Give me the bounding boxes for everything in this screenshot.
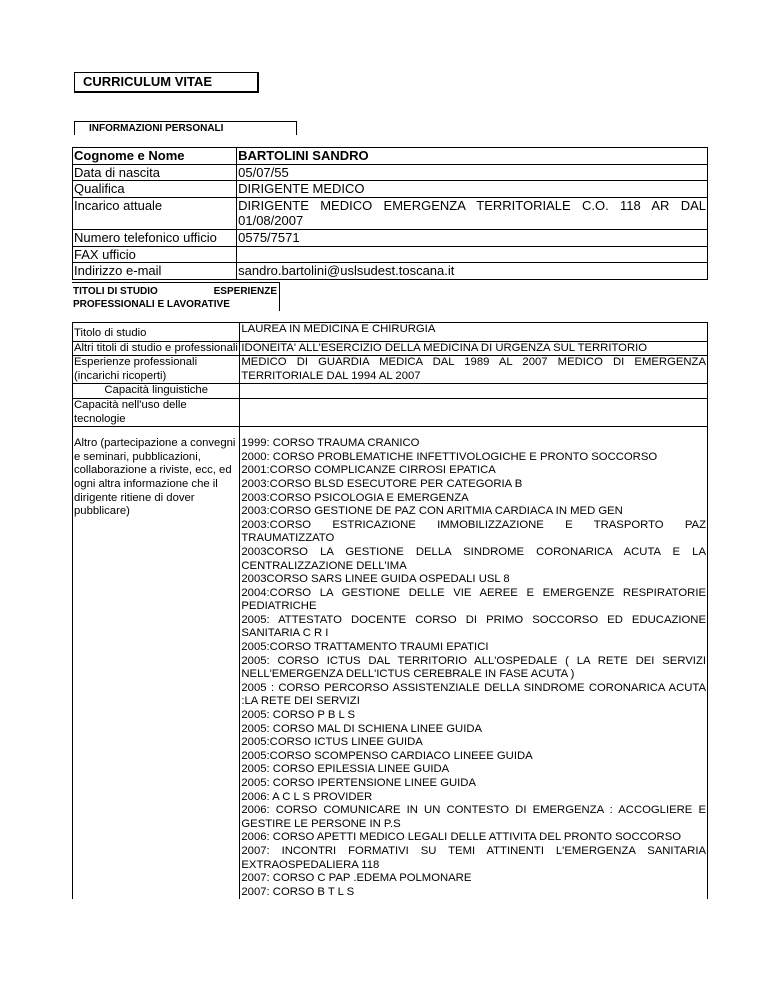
- personal-info-table: [72, 147, 708, 280]
- personal-info-heading: INFORMAZIONI PERSONALI: [74, 121, 297, 135]
- education-label: Esperienze professionali (incarichi ricoperti): [73, 356, 240, 384]
- personal-value: DIRIGENTE MEDICO EMERGENZA TERRITORIALE C.O. 118 AR DAL 01/08/2007: [238, 197, 706, 229]
- education-row: [73, 398, 708, 426]
- personal-row: [73, 164, 708, 181]
- education-value: MEDICO DI GUARDIA MEDICA DAL 1989 AL 2007 MEDICO DI EMERGENZA TERRITORIALE DAL 1994 AL 2007: [240, 356, 708, 384]
- course-item: 2005:CORSO ICTUS LINEE GUIDA: [241, 736, 423, 749]
- course-item: 2005: CORSO EPILESSIA LINEE GUIDA: [241, 763, 450, 776]
- education-heading-line2: PROFESSIONALI E LAVORATIVE: [73, 299, 230, 310]
- course-item: 2007: INCONTRI FORMATIVI SU TEMI ATTINENTI L'EMERGENZA SANITARIA EXTRAOSPEDALIERA 118: [241, 844, 706, 871]
- personal-value: sandro.bartolini@uslsudest.toscana.it: [237, 263, 708, 280]
- course-item: 2003CORSO SARS LINEE GUIDA OSPEDALI USL 8: [241, 573, 510, 586]
- education-heading-part2: ESPERIENZE: [213, 286, 277, 297]
- course-item: 2003:CORSO PSICOLOGIA E EMERGENZA: [241, 491, 469, 504]
- education-label: Capacità nell'uso delle tecnologie: [73, 398, 240, 426]
- course-item: 2003:CORSO GESTIONE DE PAZ CON ARITMIA CARDIACA IN MED GEN: [241, 505, 623, 518]
- education-heading-part1: TITOLI DI STUDIO: [73, 286, 158, 297]
- personal-label: Indirizzo e-mail: [73, 263, 237, 280]
- personal-label: Qualifica: [73, 181, 237, 198]
- personal-row: [73, 181, 708, 198]
- education-value: [240, 384, 708, 399]
- cv-title: CURRICULUM VITAE: [74, 72, 259, 93]
- course-item: 2003:CORSO ESTRICAZIONE IMMOBILIZZAZIONE E TRASPORTO PAZ TRAUMATIZZATO: [241, 518, 706, 545]
- course-item: 2004:CORSO LA GESTIONE DELLE VIE AEREE E EMERGENZE RESPIRATORIE PEDIATRICHE: [241, 586, 706, 613]
- course-item: 2005: CORSO IPERTENSIONE LINEE GUIDA: [241, 777, 476, 789]
- course-item: 2005: CORSO MAL DI SCHIENA LINEE GUIDA: [241, 722, 483, 735]
- course-item: 2006: CORSO APETTI MEDICO LEGALI DELLE ATTIVITA DEL PRONTO SOCCORSO: [241, 831, 682, 844]
- course-item: 2005 : CORSO PERCORSO ASSISTENZIALE DELLA SINDROME CORONARICA ACUTA :LA RETE DEI SERVIZI: [241, 681, 706, 708]
- course-item: 2006: CORSO COMUNICARE IN UN CONTESTO DI EMERGENZA : ACCOGLIERE E GESTIRE LE PERSONE IN P.S: [241, 804, 706, 830]
- personal-label: FAX ufficio: [73, 246, 237, 263]
- personal-label: Incarico attuale: [73, 197, 237, 229]
- other-label: Altro (partecipazione a convegni e seminari, pubblicazioni, collaborazione a riviste, ecc, ed ogni altra informazione che il dirigente ritiene di dover pubblicare): [73, 427, 240, 900]
- personal-row: [73, 148, 708, 165]
- course-item: 2005: CORSO ICTUS DAL TERRITORIO ALL'OSPEDALE ( LA RETE DEI SERVIZI NELL'EMERGENZA DELL'ICTUS CEREBRALE IN FASE ACUTA ): [241, 654, 706, 681]
- education-value: IDONEITA' ALL'ESERCIZIO DELLA MEDICINA DI URGENZA SUL TERRITORIO: [240, 341, 708, 356]
- education-label: Altri titoli di studio e professionali: [73, 341, 240, 356]
- education-value: LAUREA IN MEDICINA E CHIRURGIA: [240, 323, 708, 342]
- course-item: 2005: CORSO P B L S: [241, 709, 356, 722]
- personal-row: [73, 263, 708, 280]
- other-items: [240, 427, 708, 900]
- education-row: [73, 323, 708, 342]
- course-item: 1999: CORSO TRAUMA CRANICO: [241, 437, 420, 450]
- education-label: Capacità linguistiche: [73, 384, 240, 399]
- education-row: [73, 341, 708, 356]
- personal-label: Cognome e Nome: [73, 148, 237, 165]
- personal-row: [73, 246, 708, 263]
- personal-label: Data di nascita: [73, 164, 237, 181]
- course-item: 2003CORSO LA GESTIONE DELLA SINDROME CORONARICA ACUTA E LA CENTRALIZZAZIONE DELL'IMA: [241, 545, 706, 572]
- course-item: 2001:CORSO COMPLICANZE CIRROSI EPATICA: [241, 464, 496, 477]
- course-item: 2007: CORSO B T L S: [241, 885, 355, 898]
- education-row: [73, 384, 708, 399]
- other-row: [73, 427, 708, 900]
- course-item: 2000: CORSO PROBLEMATICHE INFETTIVOLOGICHE E PRONTO SOCCORSO: [241, 450, 658, 463]
- personal-value: BARTOLINI SANDRO: [237, 148, 708, 165]
- course-item: 2007: CORSO C PAP .EDEMA POLMONARE: [241, 872, 472, 885]
- personal-value: 05/07/55: [237, 164, 708, 181]
- personal-value: [237, 246, 708, 263]
- education-heading: [72, 282, 280, 311]
- course-item: 2006: A C L S PROVIDER: [241, 790, 373, 803]
- personal-label: Numero telefonico ufficio: [73, 229, 237, 246]
- course-item: 2003:CORSO BLSD ESECUTORE PER CATEGORIA B: [241, 477, 523, 490]
- course-item: 2005: ATTESTATO DOCENTE CORSO DI PRIMO SOCCORSO ED EDUCAZIONE SANITARIA C R I: [241, 613, 706, 640]
- education-table: [72, 322, 708, 899]
- education-row: [73, 356, 708, 384]
- personal-value: DIRIGENTE MEDICO: [237, 181, 708, 198]
- course-item: 2005:CORSO SCOMPENSO CARDIACO LINEEE GUIDA: [241, 749, 533, 762]
- personal-row: [73, 197, 708, 229]
- course-item: 2005:CORSO TRATTAMENTO TRAUMI EPATICI: [241, 641, 489, 654]
- education-label: Titolo di studio: [73, 323, 240, 342]
- education-value: [240, 398, 708, 426]
- personal-value: 0575/7571: [237, 229, 708, 246]
- personal-row: [73, 229, 708, 246]
